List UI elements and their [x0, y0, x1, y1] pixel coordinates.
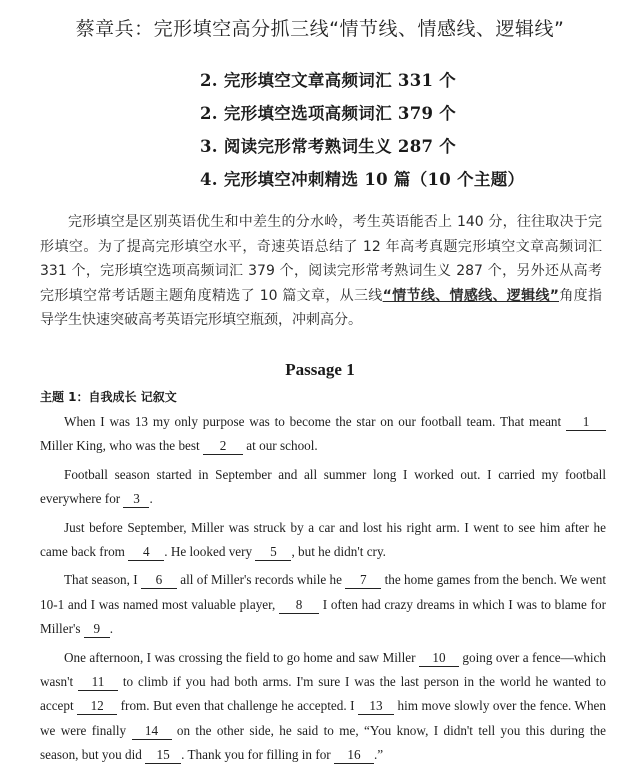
- passage-paragraph: [40, 568, 606, 641]
- text: , but he didn't cry.: [291, 544, 386, 560]
- blank-16: 16: [334, 747, 374, 764]
- text: Football season started in September and all summer long I worked out. I carried my football everywhere for: [40, 466, 606, 507]
- text: the home games from the bench. We went 10-1 and I was named most valuable player,: [40, 572, 606, 612]
- text: .”: [374, 747, 384, 763]
- blank-9: 9: [84, 621, 110, 638]
- text: That season, I: [64, 572, 141, 588]
- text: . He looked very: [164, 544, 256, 560]
- blank-14: 14: [132, 723, 172, 740]
- text: at our school.: [243, 438, 318, 454]
- intro-paragraph: [40, 210, 602, 333]
- text: all of Miller's records while he: [176, 572, 346, 588]
- list-item: 2. 完形填空选项高频词汇 379 个: [200, 104, 457, 123]
- passage-paragraph: [40, 463, 606, 512]
- text: going over a fence—which wasn't: [40, 649, 606, 690]
- blank-7: 7: [345, 572, 381, 589]
- text: him move slowly over the fence. When we were finally: [40, 698, 607, 738]
- blank-5: 5: [255, 544, 291, 561]
- passage-title: Passage 1: [285, 360, 355, 379]
- blank-1: 1: [566, 414, 606, 431]
- blank-4: 4: [128, 544, 164, 561]
- intro-highlight: “情节线、情感线、逻辑线”: [382, 287, 560, 304]
- resource-list: [200, 64, 524, 196]
- blank-13: 13: [358, 698, 394, 715]
- blank-12: 12: [77, 698, 117, 715]
- blank-15: 15: [145, 747, 181, 764]
- passage-paragraph: [40, 410, 606, 459]
- blank-10: 10: [419, 650, 459, 667]
- text: . Thank you for filling in for: [181, 747, 334, 763]
- text: .: [109, 621, 114, 637]
- topic-label: 主题 1：自我成长 记叙文: [40, 390, 177, 404]
- text: One afternoon, I was crossing the field to go home and saw Miller: [64, 649, 419, 665]
- text: Just before September, Miller was struck by a car and lost his right arm. I went to see him after he came back from: [40, 519, 606, 560]
- list-item: 3. 阅读完形常考熟词生义 287 个: [200, 137, 457, 156]
- list-item: 2. 完形填空文章高频词汇 331 个: [200, 71, 457, 90]
- blank-2: 2: [203, 438, 243, 455]
- text: Miller King, who was the best: [40, 438, 203, 454]
- blank-8: 8: [279, 597, 319, 614]
- blank-3: 3: [123, 491, 149, 508]
- blank-6: 6: [141, 572, 177, 589]
- document-title: 蔡章兵：完形填空高分抓三线“情节线、情感线、逻辑线”: [75, 18, 565, 40]
- intro-text: 完形填空是区别英语优生和中差生的分水岭，考生英语能否上 140 分，往往取决于完形填空。为了提高完形填空水平，奇速英语总结了 12 年高考真题完形填空文章高频词汇 331 个，完形填空选项高频词汇 379 个，阅读完形常考熟词生义 287 个，另外还从高考完形填空常考话题主题角度精选了 10 篇文章，从三线: [40, 214, 602, 304]
- list-item: 4. 完形填空冲刺精选 10 篇（10 个主题）: [200, 170, 525, 189]
- text: on the other side, he said to me, “You know, I didn't tell you this during the season, but you did: [40, 722, 606, 763]
- passage-paragraph: [40, 516, 606, 565]
- intro-text: 角度指导学生快速突破高考英语完形填空瓶颈，冲刺高分。: [40, 287, 603, 328]
- passage-paragraph: [40, 646, 606, 768]
- text: to climb if you had both arms. I'm sure I was the last person in the world he wanted to accept: [40, 674, 606, 714]
- blank-11: 11: [78, 674, 118, 691]
- text: When I was 13 my only purpose was to become the star on our football team. That meant: [64, 414, 566, 429]
- text: from. But even that challenge he accepted. I: [117, 698, 358, 714]
- text: .: [149, 491, 153, 507]
- text: I often had crazy dreams in which I was to blame for Miller's: [40, 596, 606, 637]
- passage-body: [40, 410, 606, 772]
